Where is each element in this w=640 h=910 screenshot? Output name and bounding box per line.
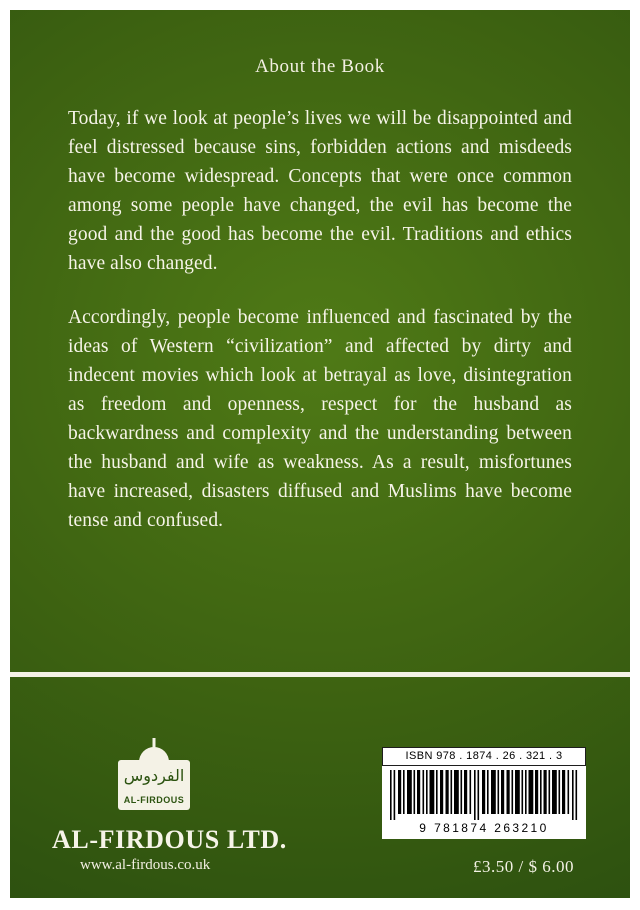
barcode-area [382,766,586,839]
cover-background [10,10,630,898]
logo-arabic-text: الفردوس [123,766,185,785]
publisher-website[interactable]: www.al-firdous.co.uk [80,857,211,873]
page-title: About the Book [255,56,385,77]
barcode-digits: 9 781874 263210 [419,821,549,835]
mosque-dome-icon [139,747,169,767]
publisher-logo [108,760,200,810]
logo-latin-text: AL-FIRDOUS [123,795,185,805]
barcode-block [382,747,586,839]
blurb-paragraph-1: Today, if we look at people’s lives we will be disappointed and feel distressed because sins, forbidden actions and misdeeds have become widespread. Concepts that were once common among some people have changed, the evil has become the good and the good has become the evil. Traditions and ethics have also changed. [68,108,572,274]
isbn-label: ISBN 978 . 1874 . 26 . 321 . 3 [382,747,586,766]
publisher-name: AL-FIRDOUS LTD. [52,825,287,854]
blurb-paragraph-2: Accordingly, people become influenced and fascinated by the ideas of Western “civilization” and affected by dirty and indecent movies which look at betrayal as love, disintegration as freedom and openness, respect for the husband as backwardness and complexity and the understanding between the husband and wife as weakness. As a result, misfortunes have increased, disasters diffused and Muslims have become tense and confused. [68,307,572,531]
about-the-book-section [10,10,630,670]
barcode-icon [388,770,580,820]
publisher-section [10,677,630,898]
logo-badge-icon [118,760,190,810]
price-label: £3.50 / $ 6.00 [473,857,574,876]
